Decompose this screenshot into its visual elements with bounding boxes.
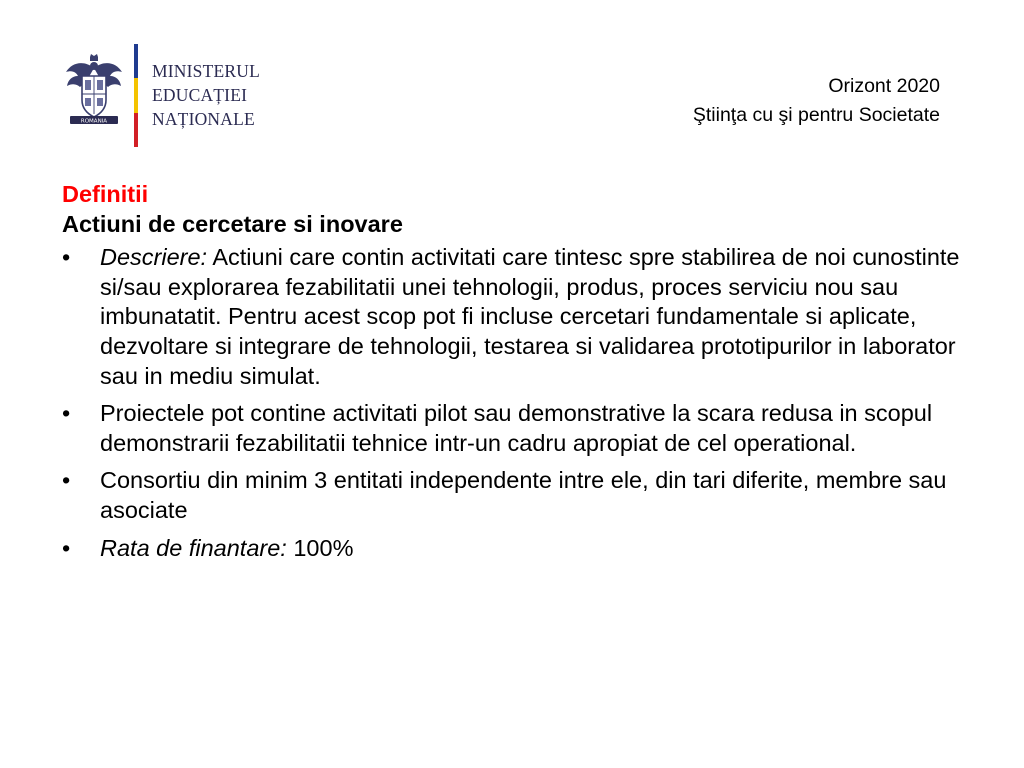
bullet-list	[62, 243, 974, 563]
bullet-label: Rata de finantare:	[100, 534, 287, 561]
section-subtitle: Actiuni de cercetare si inovare	[62, 210, 403, 237]
tricolor-red	[134, 113, 138, 147]
slide-body	[62, 180, 974, 571]
bullet-item-funding-rate	[62, 534, 974, 564]
program-header	[693, 72, 940, 130]
ministry-line-1: MINISTERUL	[152, 61, 260, 81]
bullet-text: 100%	[286, 534, 354, 561]
program-title: Orizont 2020	[828, 75, 940, 97]
romania-coat-of-arms-icon	[64, 54, 124, 128]
bullet-text: Consortiu din minim 3 entitati independente intre ele, din tari diferite, membre sau asociate	[100, 467, 947, 523]
crest-banner-text: ROMANIA	[80, 118, 108, 125]
bullet-item-description	[62, 243, 974, 391]
ministry-line-3: NAȚIONALE	[152, 109, 255, 129]
bullet-text: Actiuni care contin activitati care tintesc spre stabilirea de noi cunostinte si/sau explorarea fezabilitatii unei tehnologii, produs, proces serviciu nou sau imbunatatit. Pentru acest scop pot fi incluse cercetari fundamentale si aplicate, dezvoltare si integrare de tehnologii, testarea si validarea prototipurilor in laborator sau in mediu simulat.	[100, 244, 960, 389]
tricolor-blue	[134, 44, 138, 78]
bullet-item-consortium	[62, 466, 974, 525]
section-title: Definitii	[62, 181, 149, 207]
bullet-label: Descriere:	[100, 244, 208, 271]
bullet-text: Proiectele pot contine activitati pilot sau demonstrative la scara redusa in scopul demonstrarii fezabilitatii tehnice intr-un cadru apropiat de cel operational.	[100, 400, 933, 456]
ministry-line-2: EDUCAȚIEI	[152, 85, 248, 105]
bullet-item-pilot	[62, 399, 974, 458]
tricolor-bar	[134, 44, 138, 147]
program-subtitle: Ştiinţa cu şi pentru Societate	[692, 104, 940, 126]
ministry-name	[152, 59, 260, 131]
ministry-logo	[62, 42, 272, 148]
tricolor-yellow	[134, 78, 138, 112]
